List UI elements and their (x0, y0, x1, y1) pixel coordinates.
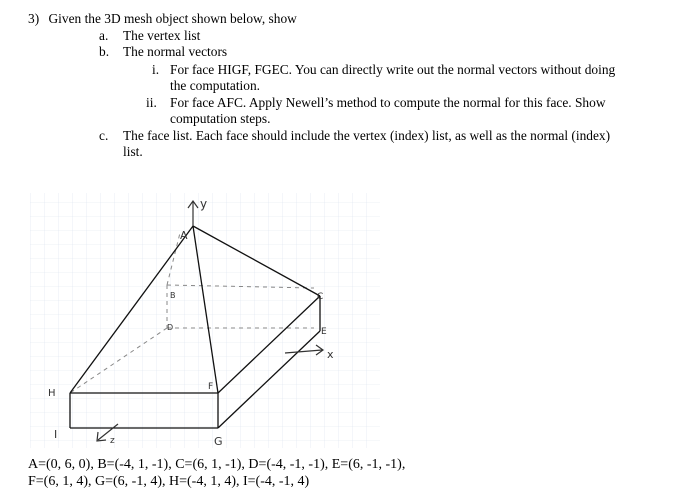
axis-label-y: y (200, 197, 208, 211)
item-c-line1: The face list. Each face should include the vertex (index) list, as well as the normal (index) (123, 128, 611, 143)
vertex-label: F (208, 382, 214, 392)
vertex-label: G (214, 435, 223, 448)
item-c-marker: c. (99, 128, 109, 143)
subitem-ii (146, 95, 606, 111)
subitem-i-line1: For face HIGF, FGEC. You can directly write out the normal vectors without doing (170, 62, 616, 77)
mesh-figure (30, 188, 390, 453)
subitem-i (152, 62, 615, 78)
subitem-ii-line2: computation steps. (170, 111, 271, 126)
item-a (99, 28, 200, 44)
vertex-label: H (48, 388, 56, 399)
subitem-ii-line1: For face AFC. Apply Newell’s method to compute the normal for this face. Show (170, 95, 606, 110)
subitem-ii-marker: ii. (146, 95, 157, 110)
question-number: 3) (28, 11, 40, 26)
vertex-label: A (180, 229, 188, 242)
coordinates-line2: F=(6, 1, 4), G=(6, -1, 4), H=(-4, 1, 4), I=(-4, -1, 4) (28, 474, 310, 489)
question-intro: Given the 3D mesh object shown below, show (48, 11, 297, 26)
vertex-label: E (321, 327, 327, 337)
item-c-line2: list. (123, 144, 143, 159)
axis-label-x: x (327, 348, 334, 361)
vertex-label: D (167, 323, 174, 332)
item-b-marker: b. (99, 44, 110, 59)
question-line (28, 11, 297, 27)
vertex-label: B (170, 291, 176, 300)
mesh-labels (30, 188, 390, 453)
item-a-marker: a. (99, 28, 109, 43)
vertex-label: I (54, 428, 58, 441)
subitem-i-line2: the computation. (170, 78, 260, 93)
item-b (99, 44, 227, 60)
subitem-i-marker: i. (152, 62, 160, 77)
vertex-label: C (317, 292, 324, 302)
item-a-text: The vertex list (123, 28, 201, 43)
item-c (99, 128, 610, 144)
coordinates-line1: A=(0, 6, 0), B=(-4, 1, -1), C=(6, 1, -1), D=(-4, -1, -1), E=(6, -1, -1), (28, 457, 406, 472)
axis-label-z: z (110, 436, 115, 446)
item-b-text: The normal vectors (123, 44, 228, 59)
